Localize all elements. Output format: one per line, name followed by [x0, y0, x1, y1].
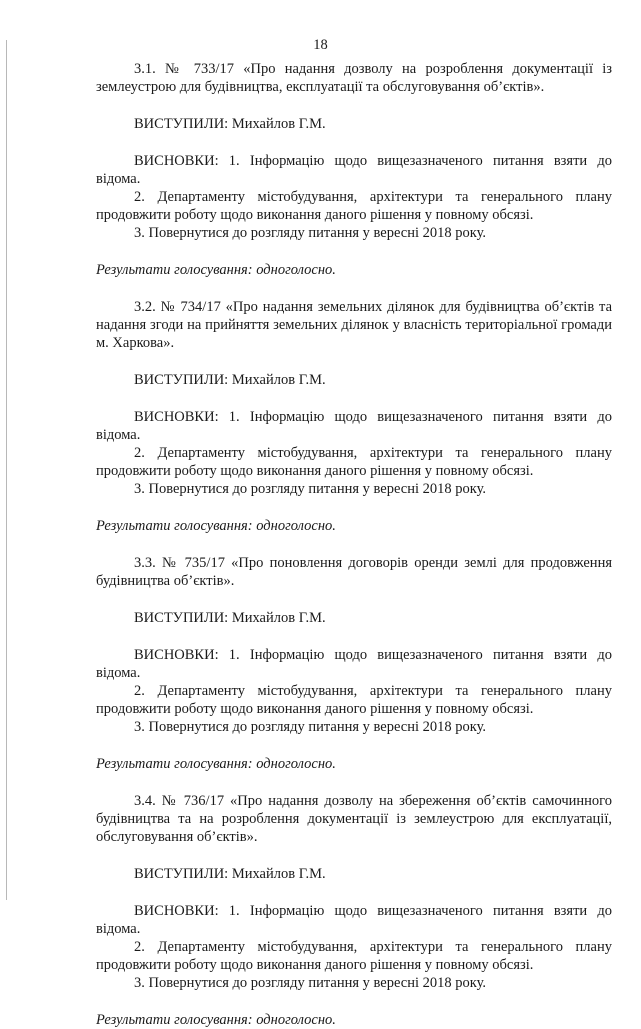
conclusion-2: 2. Департаменту містобудування, архітектури та генерального плану продовжити роботу щодо виконання даного рішення у повному обсязі.	[96, 939, 612, 973]
conclusion-2: 2. Департаменту містобудування, архітектури та генерального плану продовжити роботу щодо виконання даного рішення у повному обсязі.	[96, 683, 612, 717]
speakers-line: ВИСТУПИЛИ: Михайлов Г.М.	[134, 116, 326, 132]
voting-result: Результати голосування: одноголосно.	[96, 262, 336, 278]
agenda-item-3-1	[96, 60, 612, 279]
speakers-line: ВИСТУПИЛИ: Михайлов Г.М.	[134, 610, 326, 626]
conclusion-3: 3. Повернутися до розгляду питання у вересні 2018 року.	[134, 975, 486, 991]
agenda-item-3-2	[96, 298, 612, 535]
document-body	[96, 60, 612, 1029]
conclusions-block	[96, 152, 612, 242]
agenda-item-3-4	[96, 792, 612, 1029]
conclusions-block	[96, 646, 612, 736]
voting-result: Результати голосування: одноголосно.	[96, 518, 336, 534]
agenda-item-title: 3.1. № 733/17 «Про надання дозволу на розроблення документації із землеустрою для будівництва, експлуатації та обслуговування об’єктів».	[96, 61, 612, 95]
conclusion-1: ВИСНОВКИ: 1. Інформацію щодо вищезазначеного питання взяти до відома.	[96, 903, 612, 937]
conclusion-3: 3. Повернутися до розгляду питання у вересні 2018 року.	[134, 719, 486, 735]
speakers-line: ВИСТУПИЛИ: Михайлов Г.М.	[134, 372, 326, 388]
agenda-item-title: 3.2. № 734/17 «Про надання земельних ділянок для будівництва об’єктів та надання згоди на прийняття земельних ділянок у власність територіальної громади м. Харкова».	[96, 299, 612, 351]
scan-margin-line	[6, 40, 7, 900]
agenda-item-title: 3.4. № 736/17 «Про надання дозволу на збереження об’єктів самочинного будівництва та на розроблення документації із землеустрою для експлуатації, обслуговування об’єктів».	[96, 793, 612, 845]
agenda-item-title: 3.3. № 735/17 «Про поновлення договорів оренди землі для продовження будівництва об’єктів».	[96, 555, 612, 589]
conclusion-3: 3. Повернутися до розгляду питання у вересні 2018 року.	[134, 481, 486, 497]
conclusions-block	[96, 902, 612, 992]
conclusions-block	[96, 408, 612, 498]
conclusion-2: 2. Департаменту містобудування, архітектури та генерального плану продовжити роботу щодо виконання даного рішення у повному обсязі.	[96, 445, 612, 479]
conclusion-1: ВИСНОВКИ: 1. Інформацію щодо вищезазначеного питання взяти до відома.	[96, 153, 612, 187]
speakers-line: ВИСТУПИЛИ: Михайлов Г.М.	[134, 866, 326, 882]
conclusion-1: ВИСНОВКИ: 1. Інформацію щодо вищезазначеного питання взяти до відома.	[96, 647, 612, 681]
conclusion-2: 2. Департаменту містобудування, архітектури та генерального плану продовжити роботу щодо виконання даного рішення у повному обсязі.	[96, 189, 612, 223]
conclusion-3: 3. Повернутися до розгляду питання у вересні 2018 року.	[134, 225, 486, 241]
voting-result: Результати голосування: одноголосно.	[96, 756, 336, 772]
voting-result: Результати голосування: одноголосно.	[96, 1012, 336, 1028]
page-number: 18	[313, 37, 328, 53]
agenda-item-3-3	[96, 554, 612, 773]
conclusion-1: ВИСНОВКИ: 1. Інформацію щодо вищезазначеного питання взяти до відома.	[96, 409, 612, 443]
